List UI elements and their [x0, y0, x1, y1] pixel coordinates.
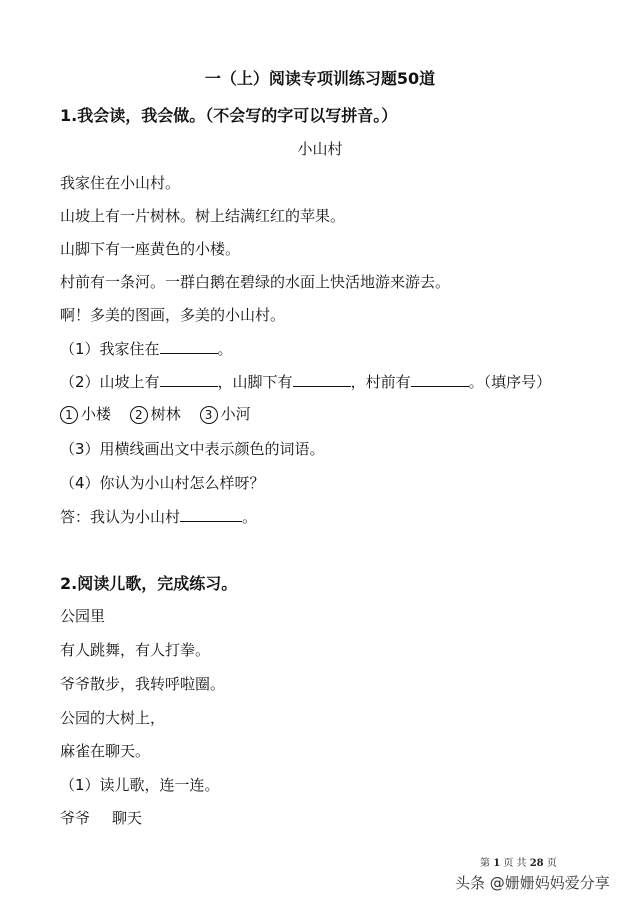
question-2-mid-2: ，村前有 [350, 373, 411, 391]
answer-suffix: 。 [242, 508, 258, 526]
answer-blank[interactable] [160, 372, 218, 387]
passage-line-5: 啊！多美的图画，多美的小山村。 [60, 306, 286, 324]
answer-prefix: 答：我认为小山村 [60, 508, 181, 526]
poem-line-1: 公园里 [60, 607, 106, 625]
answer-blank[interactable] [180, 507, 242, 522]
footer-text: 页 [546, 858, 557, 869]
document-title: 一（上）阅读专项训练习题50道 [204, 69, 436, 88]
passage-line-4: 村前有一条河。一群白鹅在碧绿的水面上快活地游来游去。 [60, 273, 451, 291]
option-item [130, 403, 181, 424]
question-1-prefix: （1）我家住在 [60, 340, 160, 358]
section-1-heading: 1.我会读，我会做。（不会写的字可以写拼音。） [60, 106, 398, 125]
answer-blank[interactable] [293, 372, 351, 387]
option-item [60, 403, 111, 424]
poem-line-3: 爷爷散步，我转呼啦圈。 [60, 675, 226, 693]
circled-number: 1 [60, 406, 78, 424]
circled-number: 2 [130, 406, 148, 424]
question-1-suffix: 。 [217, 340, 233, 358]
current-page-number: 1 [493, 858, 501, 869]
question-2 [60, 371, 551, 392]
circled-number: 3 [200, 406, 218, 424]
answer-blank[interactable] [160, 339, 218, 354]
answer-blank[interactable] [411, 372, 469, 387]
match-right-item: 聊天 [112, 809, 143, 827]
match-row [60, 807, 142, 828]
passage-line-2: 山坡上有一片树林。树上结满红红的苹果。 [60, 207, 346, 225]
option-label: 小河 [220, 405, 251, 423]
match-left-item: 爷爷 [60, 809, 91, 827]
section-2-question-1: （1）读儿歌，连一连。 [60, 776, 220, 794]
question-4: （4）你认为小山村怎么样呀？ [60, 474, 265, 492]
section-2-heading: 2.阅读儿歌，完成练习。 [60, 574, 238, 593]
page-footer [480, 854, 557, 869]
question-2-mid-1: ，山脚下有 [217, 373, 293, 391]
footer-text: 页 共 [503, 858, 527, 869]
poem-title: 小山村 [297, 140, 343, 158]
poem-line-4: 公园的大树上， [60, 709, 166, 727]
passage-line-1: 我家住在小山村。 [60, 174, 181, 192]
footer-text: 第 [480, 858, 490, 869]
question-2-suffix: 。（填序号） [468, 373, 552, 391]
question-1 [60, 338, 233, 359]
option-label: 小楼 [81, 405, 112, 423]
poem-line-2: 有人跳舞，有人打拳。 [60, 641, 211, 659]
question-2-prefix: （2）山坡上有 [60, 373, 160, 391]
option-item [200, 403, 251, 424]
poem-line-5: 麻雀在聊天。 [60, 742, 151, 760]
options-row [60, 403, 265, 424]
total-page-count: 28 [529, 858, 544, 869]
passage-line-3: 山脚下有一座黄色的小楼。 [60, 240, 241, 258]
option-label: 树林 [150, 405, 181, 423]
watermark: 头条 @姗姗妈妈爱分享 [455, 874, 610, 892]
question-3: （3）用横线画出文中表示颜色的词语。 [60, 440, 325, 458]
answer-line [60, 506, 257, 527]
